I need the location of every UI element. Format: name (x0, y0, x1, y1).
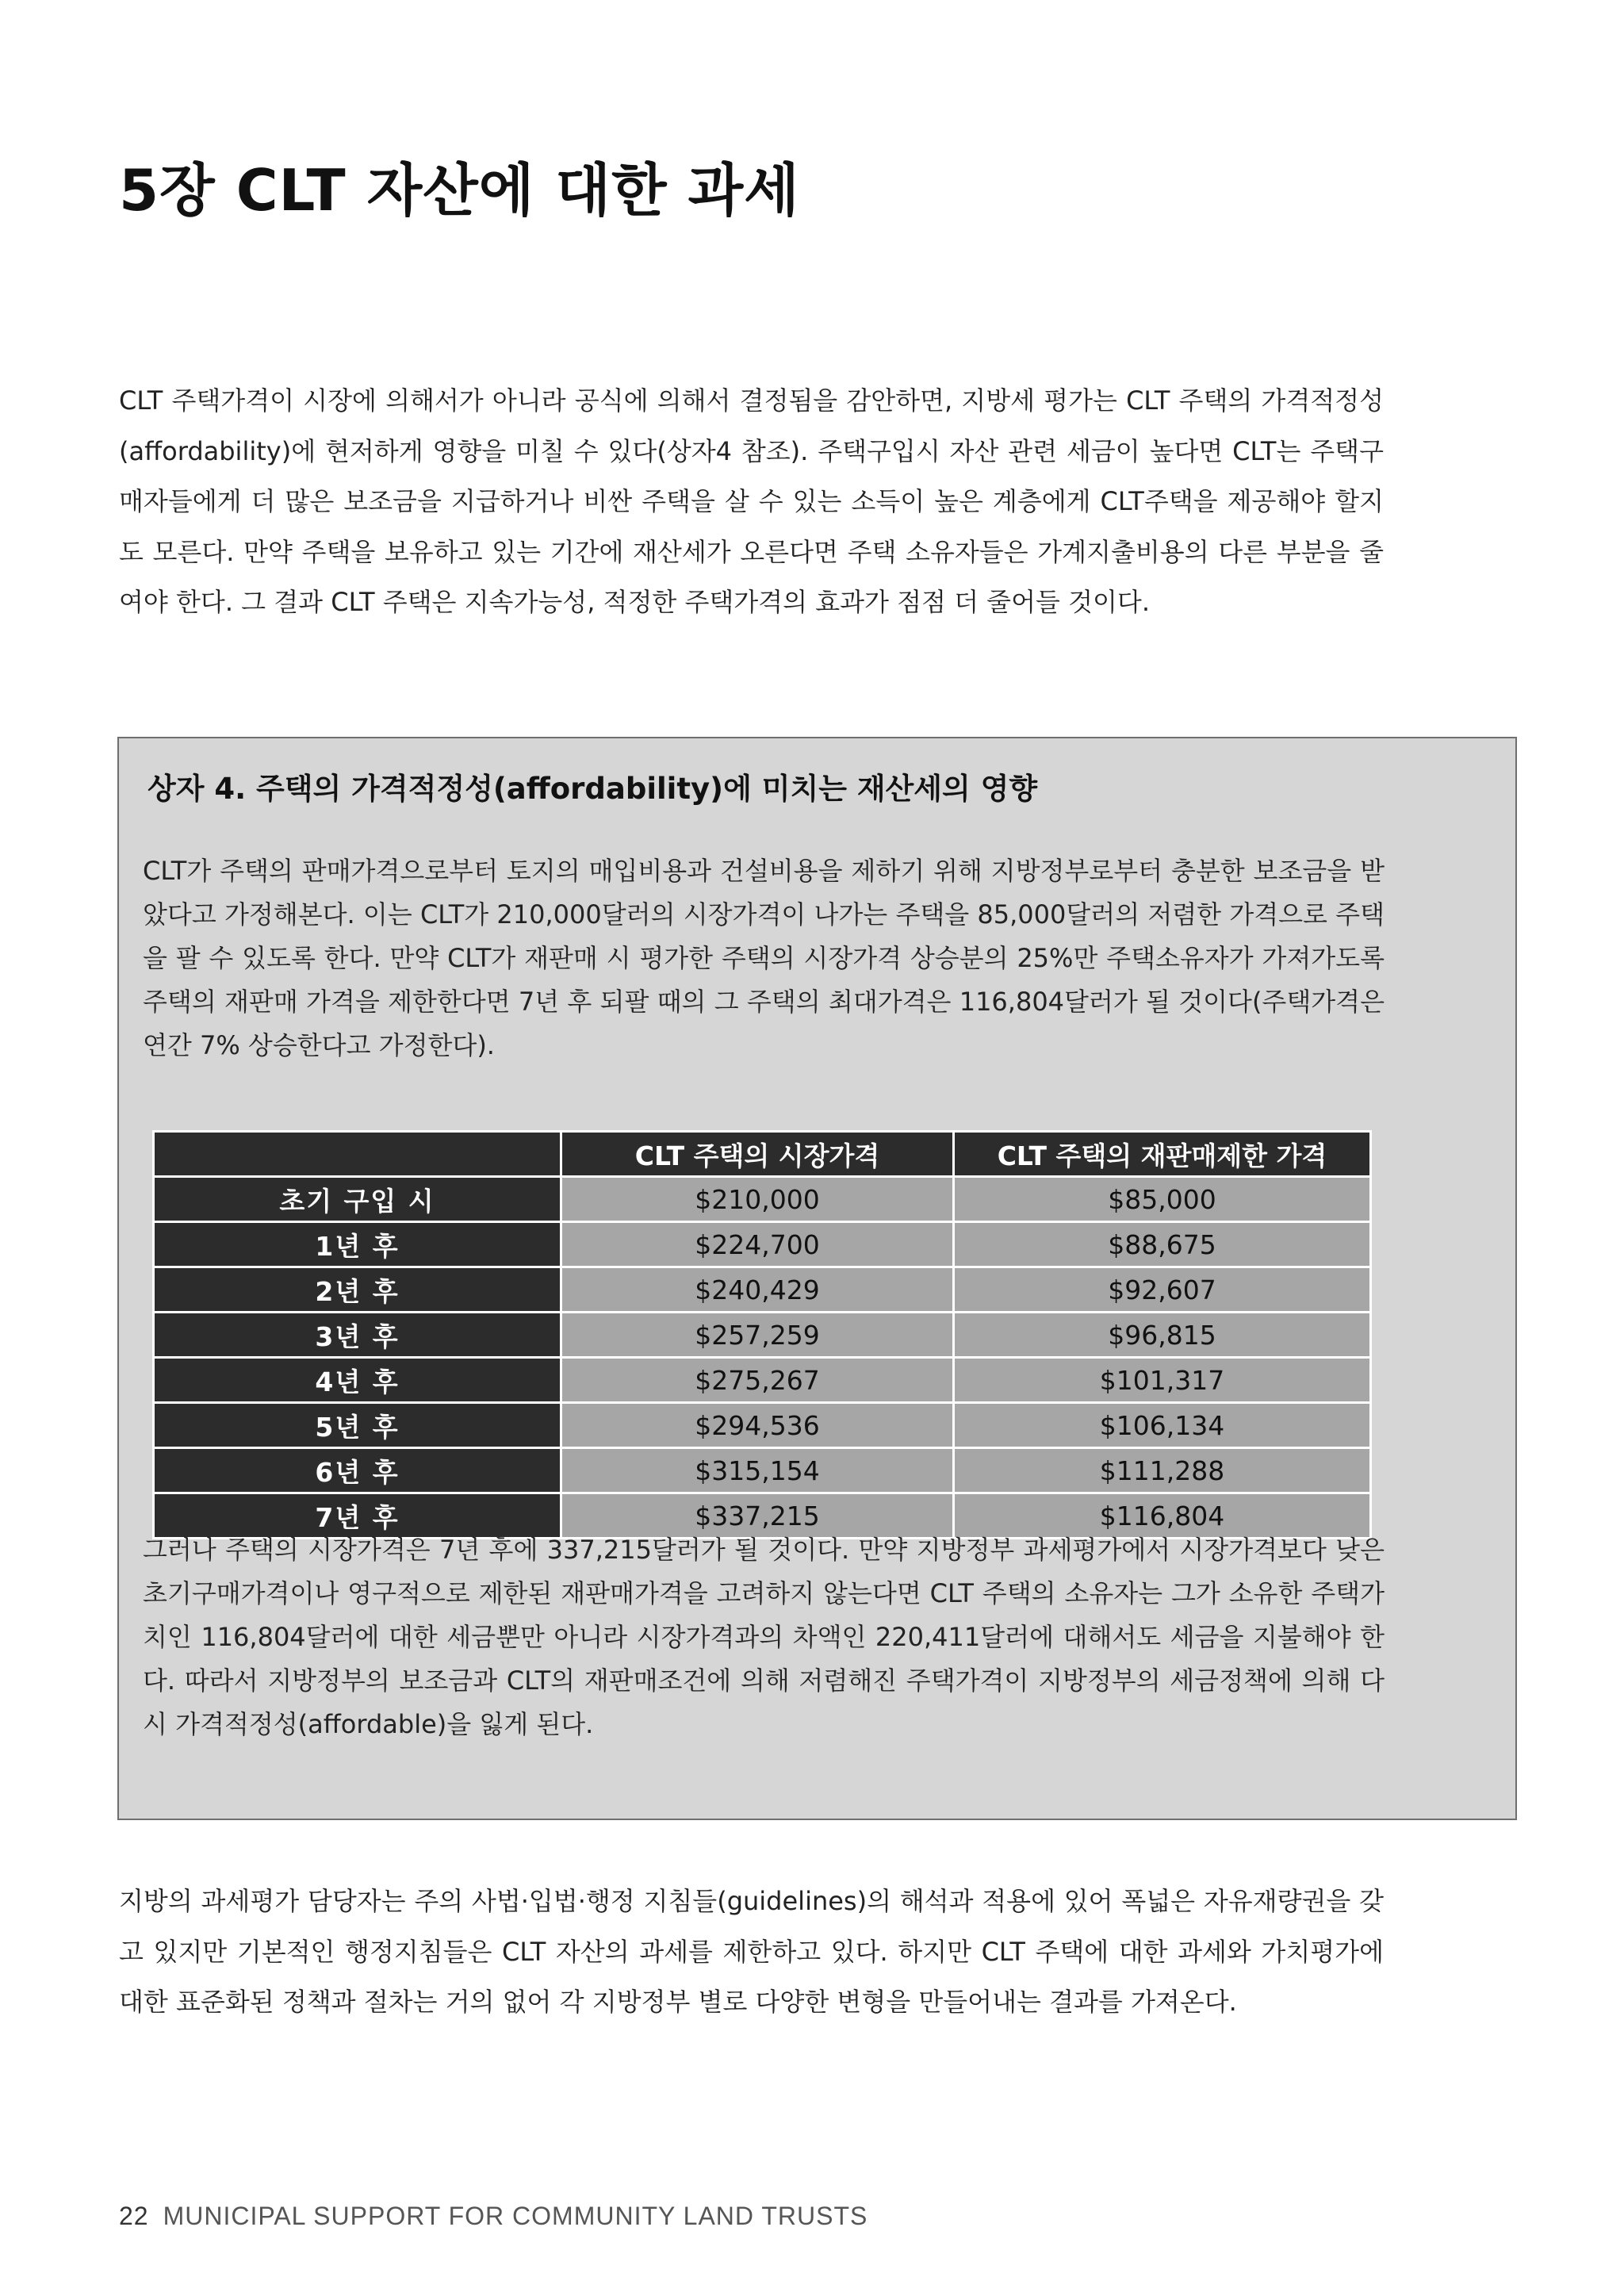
box-paragraph-1: CLT가 주택의 판매가격으로부터 토지의 매입비용과 건설비용을 제하기 위해 지방정부로부터 충분한 보조금을 받았다고 가정해본다. 이는 CLT가 210,000달러의 시장가격이 나가는 주택을 85,000달러의 저렴한 가격으로 주택을 팔 수 있도록 한다. 만약 CLT가 재판매 시 평가한 주택의 시장가격 상승분의 25%만 주택소유자가 가져가도록 주택의 재판매 가격을 제한한다면 7년 후 되팔 때의 그 주택의 최대가격은 116,804달러가 될 것이다(주택가격은 연간 7% 상승한다고 가정한다). (143, 856, 1385, 1060)
market-price-cell: $257,259 (561, 1313, 954, 1358)
table-header-row (154, 1132, 1371, 1177)
market-price-cell: $294,536 (561, 1403, 954, 1448)
table-row (154, 1403, 1371, 1448)
intro-paragraph: CLT 주택가격이 시장에 의해서가 아니라 공식에 의해서 결정됨을 감안하면, 지방세 평가는 CLT 주택의 가격적정성(affordability)에 현저하게 영향을 미칠 수 있다(상자4 참조). 주택구입시 자산 관련 세금이 높다면 CLT는 주택구매자들에게 더 많은 보조금을 지급하거나 비싼 주택을 살 수 있는 소득이 높은 계층에게 CLT주택을 제공해야 할지도 모른다. 만약 주택을 보유하고 있는 기간에 재산세가 오른다면 주택 소유자들은 가계지출비용의 다른 부분을 줄여야 한다. 그 결과 CLT 주택은 지속가능성, 적정한 주택가격의 효과가 점점 더 줄어들 것이다. (119, 385, 1384, 617)
market-price-cell: $210,000 (561, 1177, 954, 1222)
market-price-cell: $240,429 (561, 1267, 954, 1313)
header-market-price: CLT 주택의 시장가격 (561, 1132, 954, 1177)
sidebar-box (117, 737, 1517, 1820)
row-label: 1년 후 (154, 1222, 561, 1267)
row-label: 3년 후 (154, 1313, 561, 1358)
closing-paragraph: 지방의 과세평가 담당자는 주의 사법·입법·행정 지침들(guidelines)의 해석과 적용에 있어 폭넓은 자유재량권을 갖고 있지만 기본적인 행정지침들은 CLT 자산의 과세를 제한하고 있다. 하지만 CLT 주택에 대한 과세와 가치평가에 대한 표준화된 정책과 절차는 거의 없어 각 지방정부 별로 다양한 변형을 만들어내는 결과를 가져온다. (119, 1886, 1384, 2017)
resale-price-cell: $88,675 (954, 1222, 1371, 1267)
table-row (154, 1222, 1371, 1267)
market-price-cell: $337,215 (561, 1493, 954, 1539)
running-title: MUNICIPAL SUPPORT FOR COMMUNITY LAND TRUSTS (163, 2202, 868, 2230)
resale-price-cell: $101,317 (954, 1358, 1371, 1403)
table-row (154, 1267, 1371, 1313)
resale-price-cell: $96,815 (954, 1313, 1371, 1358)
row-label: 7년 후 (154, 1493, 561, 1539)
box-title: 상자 4. 주택의 가격적정성(affordability)에 미치는 재산세의 영향 (147, 772, 1038, 806)
header-resale-price: CLT 주택의 재판매제한 가격 (954, 1132, 1371, 1177)
row-label: 초기 구입 시 (154, 1177, 561, 1222)
row-label: 5년 후 (154, 1403, 561, 1448)
market-price-cell: $224,700 (561, 1222, 954, 1267)
market-price-cell: $315,154 (561, 1448, 954, 1493)
row-label: 2년 후 (154, 1267, 561, 1313)
page-number: 22 (119, 2202, 149, 2230)
resale-price-cell: $106,134 (954, 1403, 1371, 1448)
table-row (154, 1448, 1371, 1493)
resale-price-cell: $85,000 (954, 1177, 1371, 1222)
header-corner-cell (154, 1132, 561, 1177)
table-header (154, 1132, 1371, 1177)
table-row (154, 1177, 1371, 1222)
chapter-title: 5장 CLT 자산에 대한 과세 (119, 157, 800, 224)
resale-price-cell: $116,804 (954, 1493, 1371, 1539)
resale-price-cell: $92,607 (954, 1267, 1371, 1313)
page-footer (119, 2202, 868, 2231)
market-price-cell: $275,267 (561, 1358, 954, 1403)
resale-price-cell: $111,288 (954, 1448, 1371, 1493)
row-label: 6년 후 (154, 1448, 561, 1493)
table-body (154, 1177, 1371, 1539)
box-paragraph-2: 그러나 주택의 시장가격은 7년 후에 337,215달러가 될 것이다. 만약 지방정부 과세평가에서 시장가격보다 낮은 초기구매가격이나 영구적으로 제한된 재판매가격을 고려하지 않는다면 CLT 주택의 소유자는 그가 소유한 주택가치인 116,804달러에 대한 세금뿐만 아니라 시장가격과의 차액인 220,411달러에 대해서도 세금을 지불해야 한다. 따라서 지방정부의 보조금과 CLT의 재판매조건에 의해 저렴해진 주택가격이 지방정부의 세금정책에 의해 다시 가격적정성(affordable)을 잃게 된다. (143, 1535, 1385, 1739)
table-row (154, 1313, 1371, 1358)
table-row (154, 1358, 1371, 1403)
price-comparison-table (152, 1130, 1372, 1539)
row-label: 4년 후 (154, 1358, 561, 1403)
